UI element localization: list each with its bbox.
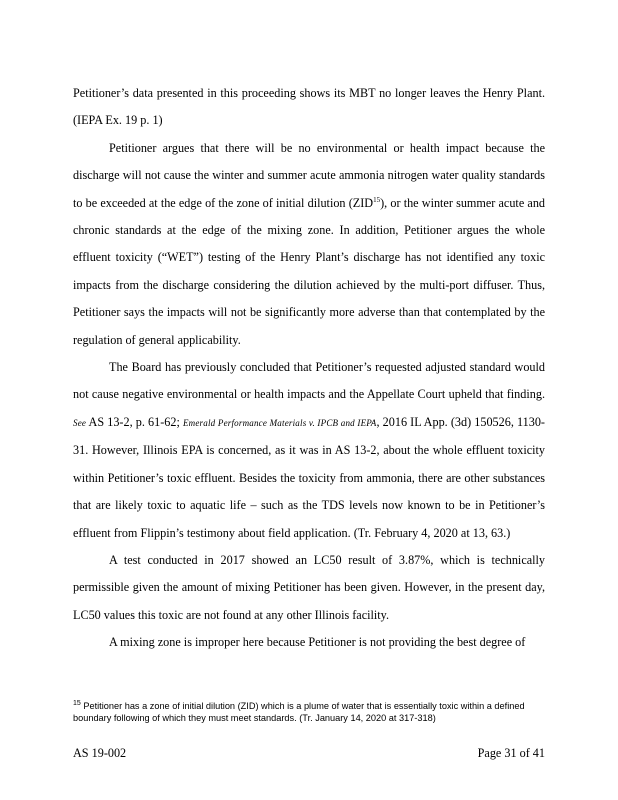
- paragraph-5: [73, 629, 545, 656]
- body-text: [73, 80, 545, 657]
- paragraph-4: [73, 547, 545, 629]
- paragraph-3-text-b: , 2016 IL App. (3d) 150526, 1130-31. However, Illinois EPA is concerned, as it was in AS 13-2, about the whole effluent toxicity within Petitioner’s toxic effluent. Besides the toxicity from ammonia, there are other substances that are likely toxic to aquatic life – such as the TDS levels now known to be in Petitioner’s effluent from Flippin’s testimony about field application. (Tr. February 4, 2020 at 13, 63.): [73, 414, 545, 540]
- footnote-number: 15: [73, 699, 81, 707]
- docket-number: AS 19-002: [73, 746, 127, 760]
- case-name: Emerald Performance Materials v. IPCB and IEPA: [182, 417, 377, 428]
- citation-ref: AS 13-2, p. 61-62;: [86, 414, 183, 429]
- footnote-15: [73, 700, 545, 724]
- paragraph-2-text-b: ), or the winter summer acute and chronic standards at the edge of the mixing zone. In addition, Petitioner argues the whole effluent toxicity (“WET”) testing of the Henry Plant’s discharge has not identified any toxic impacts from the discharge considering the dilution achieved by the multi-port diffuser. Thus, Petitioner says the impacts will not be significantly more adverse than that contemplated by the regulation of general applicability.: [73, 195, 546, 347]
- paragraph-2-text-a: Petitioner argues that there will be no environmental or health impact because the discharge will not cause the winter and summer acute ammonia nitrogen water quality standards to be exceeded at the edge of the zone of initial dilution (ZID: [73, 140, 545, 210]
- footnote-text: Petitioner has a zone of initial dilution (ZID) which is a plume of water that is essentially toxic within a defined boundary following of which they must meet standards. (Tr. January 14, 2020 at 317-318): [73, 701, 525, 723]
- page-number: Page 31 of 41: [477, 746, 545, 760]
- paragraph-3-text-a: The Board has previously concluded that Petitioner’s requested adjusted standard would not cause negative environmental or health impacts and the Appellate Court upheld that finding.: [73, 360, 545, 402]
- paragraph-3: [73, 354, 545, 547]
- footnote-ref-15[interactable]: 15: [373, 195, 381, 204]
- see-signal: See: [73, 417, 87, 428]
- page-footer: [73, 746, 545, 761]
- paragraph-1: [73, 80, 545, 135]
- paragraph-1-text: Petitioner’s data presented in this proceeding shows its MBT no longer leaves the Henry Plant. (IEPA Ex. 19 p. 1): [73, 86, 545, 128]
- paragraph-2: [73, 135, 545, 354]
- paragraph-5-text: A mixing zone is improper here because Petitioner is not providing the best degree of: [109, 635, 526, 650]
- paragraph-4-text: A test conducted in 2017 showed an LC50 result of 3.87%, which is technically permissible given the amount of mixing Petitioner has been given. However, in the present day, LC50 values this toxic are not found at any other Illinois facility.: [73, 552, 545, 622]
